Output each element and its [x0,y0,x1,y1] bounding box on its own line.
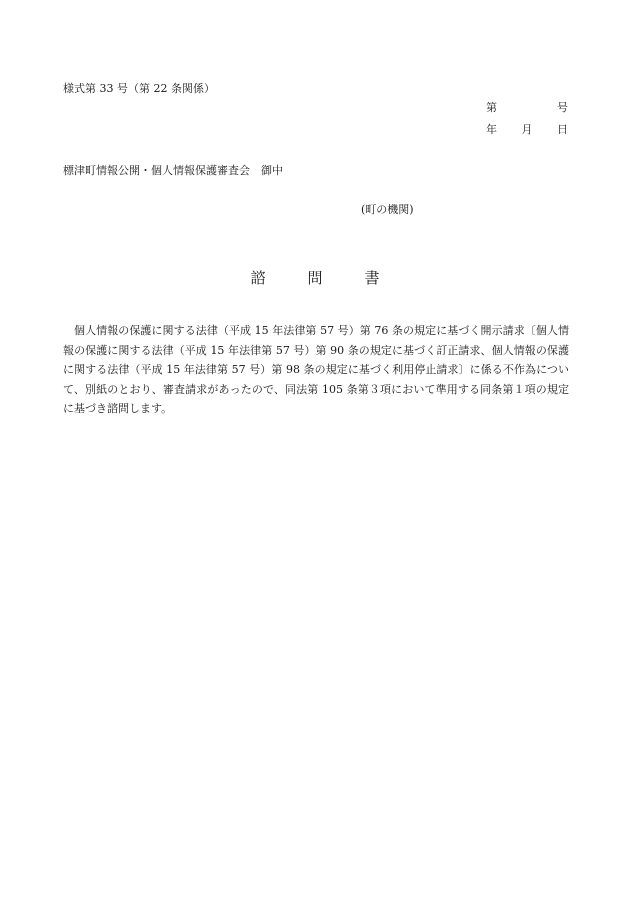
document-number-prefix: 第 [486,101,497,114]
date-month: 月 [521,123,533,136]
form-number: 様式第 33 号（第 22 条関係） [63,82,215,95]
title-char: 諮 [250,269,266,287]
document-number-suffix: 号 [557,101,568,114]
title-char: 問 [307,269,323,287]
date-line [486,123,568,137]
title-char: 書 [364,269,380,287]
body-paragraph: 個人情報の保護に関する法律（平成 15 年法律第 57 号）第 76 条の規定に基づく開示請求〔個人情報の保護に関する法律（平成 15 年法律第 57 号）第 90 条の規定に基づく訂正請求、個人情報の保護に関する法律（平成 15 年法律第 57 号）第 98 条の規定に基づく利用停止請求〕に係る不作為について、別紙のとおり、審査請求があったので、同法第 105 条第３項において準用する同条第１項の規定に基づき諮問します。 [63,324,569,415]
document-number-line [486,101,568,115]
body-text [63,321,569,419]
addressee: 標津町情報公開・個人情報保護審査会 御中 [63,164,283,177]
sender-agency: (町の機関) [361,203,414,216]
date-day: 日 [557,123,568,136]
date-year: 年 [486,123,497,136]
document-title [0,268,630,288]
